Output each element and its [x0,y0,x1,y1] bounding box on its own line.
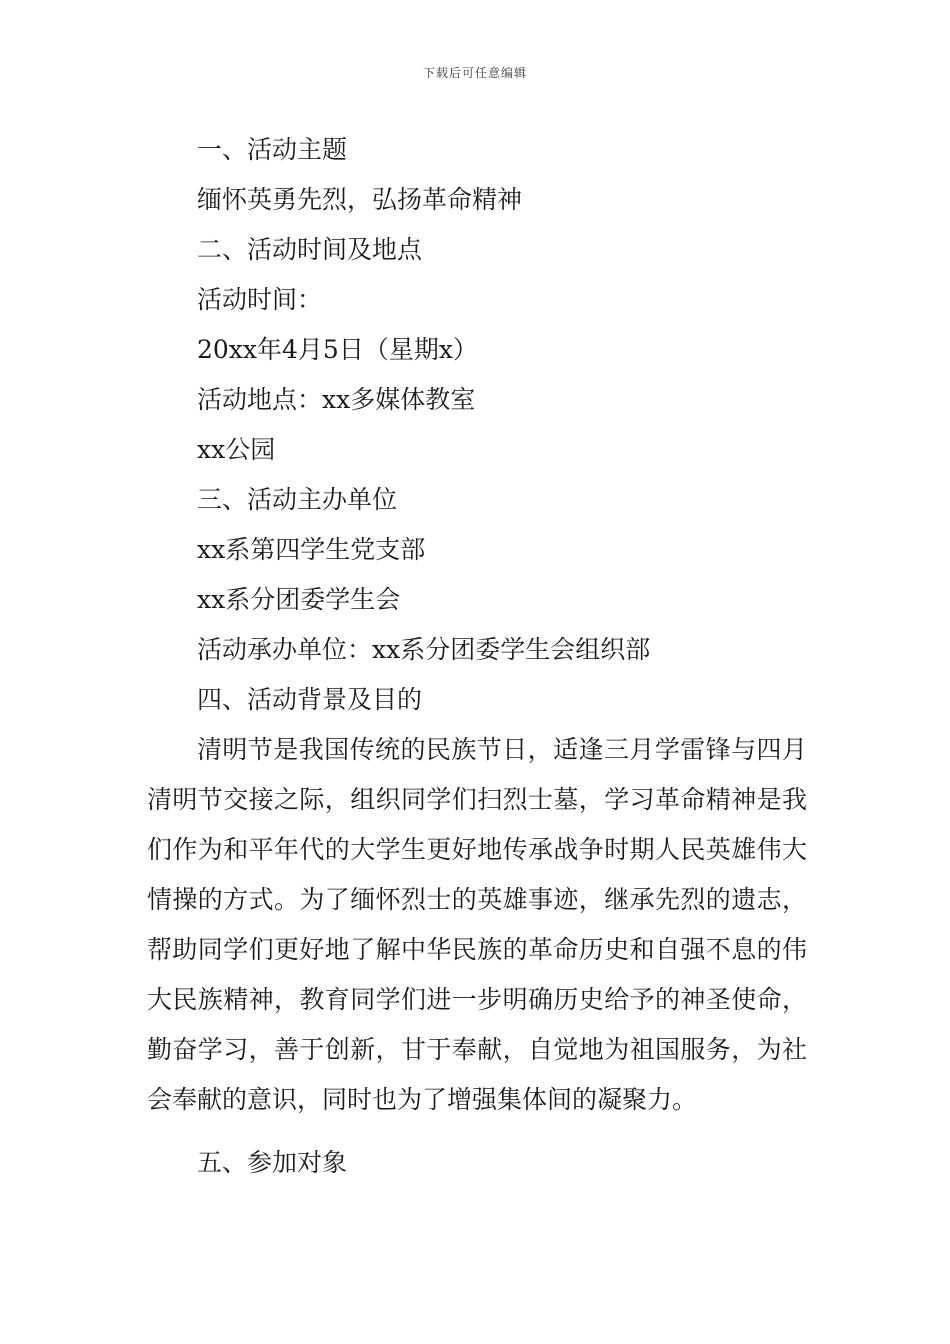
time-label: 活动时间： [197,285,323,314]
document-body [147,125,807,1188]
section-heading-theme: 一、活动主题 [197,135,348,164]
section-heading-background: 四、活动背景及目的 [197,685,423,714]
organizer-2: xx系分团委学生会 [197,585,401,614]
page-header: 下载后可任意编辑 [422,66,527,80]
section-heading-participants: 五、参加对象 [197,1148,348,1177]
co-organizer: 活动承办单位：xx系分团委学生会组织部 [197,635,651,664]
time-value: 20xx年4月5日（星期x） [197,335,478,364]
section-heading-time-place: 二、活动时间及地点 [197,235,423,264]
place-text: 活动地点：xx多媒体教室 [197,385,476,414]
place-text-2: xx公园 [197,435,276,464]
section-heading-organizer: 三、活动主办单位 [197,485,398,514]
organizer-1: xx系第四学生党支部 [197,535,426,564]
background-paragraph: 清明节是我国传统的民族节日，适逢三月学雷锋与四月清明节交接之际，组织同学们扫烈士墓，学习革命精神是我们作为和平年代的大学生更好地传承战争时期人民英雄伟大情操的方式。为了缅怀烈士的英雄事迹，继承先烈的遗志，帮助同学们更好地了解中华民族的革命历史和自强不息的伟大民族精神，教育同学们进一步明确历史给予的神圣使命，勤奋学习，善于创新，甘于奉献，自觉地为祖国服务，为社会奉献的意识，同时也为了增强集体间的凝聚力。 [147,735,807,1114]
theme-text: 缅怀英勇先烈，弘扬革命精神 [197,185,523,214]
